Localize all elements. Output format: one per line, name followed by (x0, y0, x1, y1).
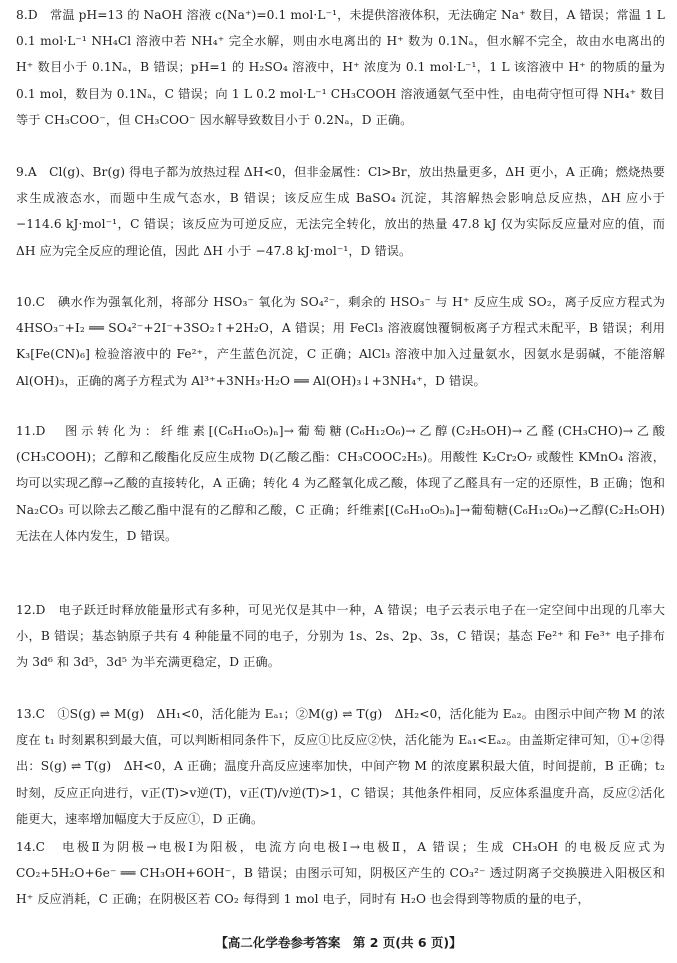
page-footer: 【高二化学卷参考答案 第 2 页(共 6 页)】 (215, 935, 462, 950)
answer-q8: 8.D 常温 pH=13 的 NaOH 溶液 c(Na⁺)=0.1 mol·L⁻¹，未提供溶液体积，无法确定 Na⁺ 数目，A 错误；常温 1 L 0.1 mol·L⁻¹ NH₄Cl 溶液中若 NH₄⁺ 完全水解，则由水电离出的 H⁺ 数为 0.1Nₐ，但水解不完全，故由水电离出的 H⁺ 数目小于 0.1Nₐ，B 错误；pH=1 的 H₂SO₄ 溶液中，H⁺ 浓度为 0.1 mol·L⁻¹，1 L 该溶液中 H⁺ 的物质的量为 0.1 mol，数目为 0.1Nₐ，C 错误；向 1 L 0.2 mol·L⁻¹ CH₃COOH 溶液通氨气至中性，由电荷守恒可得 NH₄⁺ 数目等于 CH₃COO⁻，但 CH₃COO⁻ 因水解导致数目小于 0.2Nₐ，D 正确。 (16, 8, 665, 127)
answer-q13: 13.C ①S(g) ⇌ M(g) ΔH₁<0，活化能为 Eₐ₁；②M(g) ⇌ T(g) ΔH₂<0，活化能为 Eₐ₂。由图示中间产物 M 的浓度在 t₁ 时刻累积到最大值，可以判断相同条件下，反应①比反应②快，活化能为 Eₐ₁<Eₐ₂。由盖斯定律可知，①+②得出：S(g) ⇌ T(g) ΔH<0，A 正确；温度升高反应速率加快，中间产物 M 的浓度累积最大值，时间提前，B 正确；t₂ 时刻，反应正向进行，v正(T)>v逆(T)，v正(T)/v逆(T)>1，C 错误；其他条件相同，反应体系温度升高，反应②活化能更大，速率增加幅度大于反应①，D 正确。 (16, 707, 665, 826)
answer-q9: 9.A Cl(g)、Br(g) 得电子都为放热过程 ΔH<0，但非金属性：Cl>Br，放出热量更多，ΔH 更小，A 正确；燃烧热要求生成液态水，而题中生成气态水，B 错误；该反应生成 BaSO₄ 沉淀，其溶解热会影响总反应热，ΔH 应小于 −114.6 kJ·mol⁻¹，C 错误；该反应为可逆反应，无法完全转化，放出的热量 47.8 kJ 仅为实际反应量对应的值，而 ΔH 应为完全反应的理论值，因此 ΔH 小于 −47.8 kJ·mol⁻¹，D 错误。 (16, 165, 665, 258)
answer-q14: 14.C 电极Ⅱ为阴极→电极Ⅰ为阳极，电流方向电极Ⅰ→电极Ⅱ，A 错误；生成 CH₃OH 的电极反应式为 CO₂+5H₂O+6e⁻ ══ CH₃OH+6OH⁻，B 错误；由图示可知，阴极区产生的 CO₃²⁻ 透过阴离子交换膜进入阳极区和 H⁺ 反应消耗，C 正确；在阴极区若 CO₂ 每得到 1 mol 电子，同时有 H₂O 也会得到等物质的量的电子， (16, 840, 665, 907)
answer-q10: 10.C 碘水作为强氧化剂，将部分 HSO₃⁻ 氧化为 SO₄²⁻，剩余的 HSO₃⁻ 与 H⁺ 反应生成 SO₂，离子反应方程式为 4HSO₃⁻+I₂ ══ SO₄²⁻+2I⁻+3SO₂↑+2H₂O，A 错误；用 FeCl₃ 溶液腐蚀覆铜板离子方程式未配平，B 错误；利用 K₃[Fe(CN)₆] 检验溶液中的 Fe²⁺，产生蓝色沉淀，C 正确；AlCl₃ 溶液中加入过量氨水，因氨水是弱碱，不能溶解 Al(OH)₃，正确的离子方程式为 Al³⁺+3NH₃·H₂O ══ Al(OH)₃↓+3NH₄⁺，D 错误。 (16, 295, 665, 388)
answer-q12: 12.D 电子跃迁时释放能量形式有多种，可见光仅是其中一种，A 错误；电子云表示电子在一定空间中出现的几率大小，B 错误；基态钠原子共有 4 种能量不同的电子，分别为 1s、2s、2p、3s，C 错误；基态 Fe²⁺ 和 Fe³⁺ 电子排布为 3d⁶ 和 3d⁵，3d⁵ 为半充满更稳定，D 正确。 (16, 603, 665, 670)
answer-q11: 11.D 图示转化为：纤维素[(C₆H₁₀O₅)ₙ]→葡萄糖(C₆H₁₂O₆)→乙醇(C₂H₅OH)→乙醛(CH₃CHO)→乙酸(CH₃COOH)；乙醇和乙酸酯化反应生成物 D(乙酸乙酯：CH₃COOC₂H₅)。用酸性 K₂Cr₂O₇ 或酸性 KMnO₄ 溶液，均可以实现乙醇→乙酸的直接转化，A 正确；转化 4 为乙醛氧化成乙酸，体现了乙醛具有一定的还原性，B 正确；饱和 Na₂CO₃ 可以除去乙酸乙酯中混有的乙醇和乙酸，C 正确；纤维素[(C₆H₁₀O₅)ₙ]→葡萄糖(C₆H₁₂O₆)→乙醇(C₂H₅OH)无法在人体内发生，D 错误。 (16, 424, 665, 543)
